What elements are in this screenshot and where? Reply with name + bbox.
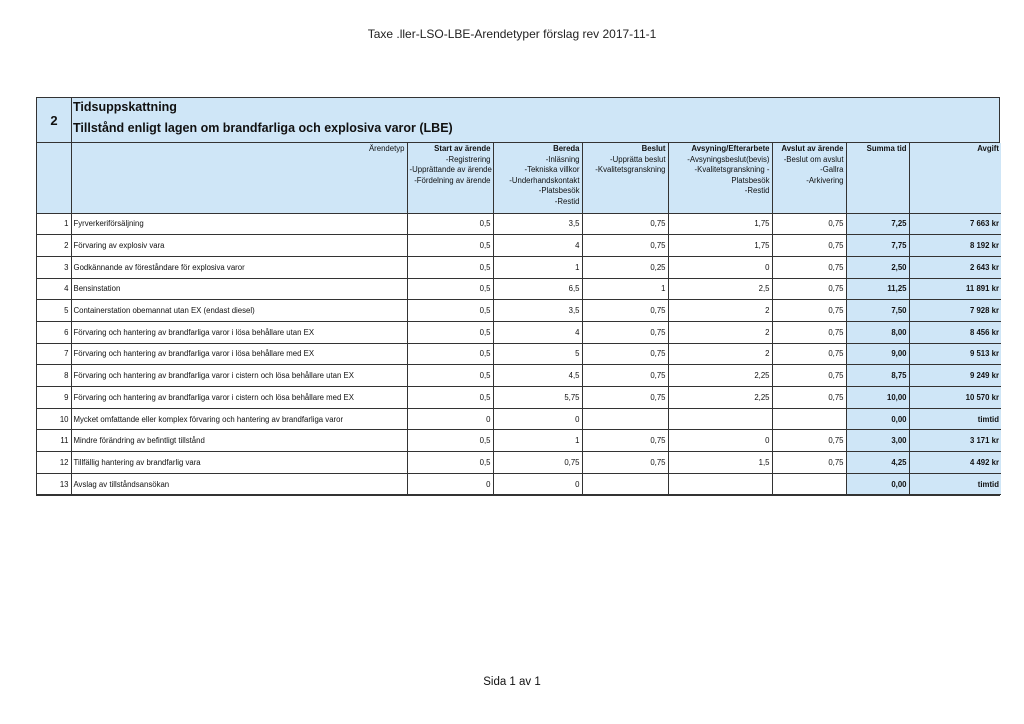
row-avgift: 8 192 kr <box>909 235 1001 257</box>
row-start: 0 <box>407 408 493 430</box>
row-arendetyp: Förvaring och hantering av brandfarliga varor i lösa behållare utan EX <box>71 321 407 343</box>
fee-table <box>37 143 1001 495</box>
row-index: 3 <box>37 256 71 278</box>
table-row <box>37 321 1001 343</box>
row-avslut: 0,75 <box>772 278 846 300</box>
page-number: Sida 1 av 1 <box>483 676 541 688</box>
table-row <box>37 430 1001 452</box>
table-row <box>37 235 1001 257</box>
row-arendetyp: Mycket omfattande eller komplex förvaring och hantering av brandfarliga varor <box>71 408 407 430</box>
row-start: 0,5 <box>407 321 493 343</box>
header-index <box>37 143 71 213</box>
row-avsyning: 1,75 <box>668 213 772 235</box>
row-start: 0,5 <box>407 235 493 257</box>
row-avgift: 9 249 kr <box>909 365 1001 387</box>
row-arendetyp: Containerstation obemannat utan EX (endast diesel) <box>71 300 407 322</box>
table-row <box>37 343 1001 365</box>
row-beslut: 0,75 <box>582 235 668 257</box>
row-avgift: 11 891 kr <box>909 278 1001 300</box>
row-bereda: 0 <box>493 473 582 495</box>
row-beslut: 0,75 <box>582 430 668 452</box>
row-start: 0,5 <box>407 452 493 474</box>
table-row <box>37 408 1001 430</box>
row-avslut: 0,75 <box>772 343 846 365</box>
row-avgift: 10 570 kr <box>909 387 1001 409</box>
row-arendetyp: Godkännande av föreståndare för explosiva varor <box>71 256 407 278</box>
row-avslut: 0,75 <box>772 452 846 474</box>
row-avslut <box>772 473 846 495</box>
row-summa: 11,25 <box>846 278 909 300</box>
row-index: 6 <box>37 321 71 343</box>
row-arendetyp: Förvaring och hantering av brandfarliga varor i lösa behållare med EX <box>71 343 407 365</box>
header-arendetyp: Ärendetyp <box>71 143 407 213</box>
row-beslut <box>582 473 668 495</box>
row-summa: 9,00 <box>846 343 909 365</box>
row-avslut: 0,75 <box>772 430 846 452</box>
tariff-table-sheet <box>36 97 1000 496</box>
row-beslut: 0,75 <box>582 452 668 474</box>
row-summa: 10,00 <box>846 387 909 409</box>
row-beslut: 0,75 <box>582 387 668 409</box>
row-beslut: 0,75 <box>582 365 668 387</box>
row-bereda: 1 <box>493 256 582 278</box>
table-row <box>37 387 1001 409</box>
row-avslut: 0,75 <box>772 321 846 343</box>
row-arendetyp: Förvaring och hantering av brandfarliga varor i cistern och lösa behållare med EX <box>71 387 407 409</box>
row-bereda: 4 <box>493 321 582 343</box>
row-summa: 0,00 <box>846 408 909 430</box>
row-avsyning: 2,25 <box>668 387 772 409</box>
table-row <box>37 473 1001 495</box>
row-avslut: 0,75 <box>772 387 846 409</box>
row-avgift: timtid <box>909 473 1001 495</box>
row-start: 0,5 <box>407 300 493 322</box>
row-start: 0,5 <box>407 365 493 387</box>
row-bereda: 5 <box>493 343 582 365</box>
row-index: 11 <box>37 430 71 452</box>
row-avslut: 0,75 <box>772 300 846 322</box>
row-arendetyp: Mindre förändring av befintligt tillstånd <box>71 430 407 452</box>
row-start: 0,5 <box>407 430 493 452</box>
row-arendetyp: Förvaring och hantering av brandfarliga varor i cistern och lösa behållare utan EX <box>71 365 407 387</box>
row-index: 2 <box>37 235 71 257</box>
header-avgift: Avgift <box>909 143 1001 213</box>
document-title: Taxe .ller-LSO-LBE-Arendetyper förslag rev 2017-11-1 <box>367 27 657 41</box>
row-summa: 8,00 <box>846 321 909 343</box>
row-avsyning: 2 <box>668 343 772 365</box>
section-subtitle: Tillstånd enligt lagen om brandfarliga och explosiva varor (LBE) <box>73 121 453 135</box>
row-start: 0 <box>407 473 493 495</box>
row-bereda: 3,5 <box>493 300 582 322</box>
row-arendetyp: Bensinstation <box>71 278 407 300</box>
row-summa: 3,00 <box>846 430 909 452</box>
section-number: 2 <box>37 98 72 142</box>
row-avsyning: 2,5 <box>668 278 772 300</box>
header-start: Start av ärende -Registrering -Upprättande av ärende -Fördelning av ärende <box>407 143 493 213</box>
row-avslut: 0,75 <box>772 213 846 235</box>
row-arendetyp: Tillfällig hantering av brandfarlig vara <box>71 452 407 474</box>
row-beslut: 0,75 <box>582 213 668 235</box>
row-beslut: 0,75 <box>582 321 668 343</box>
row-arendetyp: Avslag av tillståndsansökan <box>71 473 407 495</box>
row-summa: 7,25 <box>846 213 909 235</box>
row-index: 1 <box>37 213 71 235</box>
row-start: 0,5 <box>407 343 493 365</box>
row-index: 7 <box>37 343 71 365</box>
row-beslut: 0,25 <box>582 256 668 278</box>
row-avsyning <box>668 408 772 430</box>
table-row <box>37 213 1001 235</box>
table-row <box>37 256 1001 278</box>
row-avslut: 0,75 <box>772 256 846 278</box>
row-avsyning: 2 <box>668 321 772 343</box>
row-summa: 8,75 <box>846 365 909 387</box>
row-avslut: 0,75 <box>772 235 846 257</box>
table-row <box>37 278 1001 300</box>
row-avgift: 7 663 kr <box>909 213 1001 235</box>
row-avsyning: 0 <box>668 256 772 278</box>
row-beslut <box>582 408 668 430</box>
row-avgift: 8 456 kr <box>909 321 1001 343</box>
row-index: 10 <box>37 408 71 430</box>
row-summa: 7,50 <box>846 300 909 322</box>
table-row <box>37 452 1001 474</box>
row-avgift: 2 643 kr <box>909 256 1001 278</box>
row-index: 13 <box>37 473 71 495</box>
row-index: 9 <box>37 387 71 409</box>
row-index: 12 <box>37 452 71 474</box>
row-bereda: 5,75 <box>493 387 582 409</box>
section-title: Tidsuppskattning <box>73 100 177 114</box>
row-bereda: 4 <box>493 235 582 257</box>
row-index: 5 <box>37 300 71 322</box>
row-bereda: 3,5 <box>493 213 582 235</box>
row-avslut <box>772 408 846 430</box>
row-avsyning: 1,5 <box>668 452 772 474</box>
row-avgift: timtid <box>909 408 1001 430</box>
row-start: 0,5 <box>407 387 493 409</box>
row-summa: 0,00 <box>846 473 909 495</box>
row-start: 0,5 <box>407 256 493 278</box>
header-beslut: Beslut -Upprätta beslut -Kvalitetsgranskning <box>582 143 668 213</box>
row-bereda: 0,75 <box>493 452 582 474</box>
header-bereda: Bereda -Inläsning -Tekniska villkor -Underhandskontakt -Platsbesök -Restid <box>493 143 582 213</box>
header-avslut: Avslut av ärende -Beslut om avslut -Gallra -Arkivering <box>772 143 846 213</box>
row-avgift: 4 492 kr <box>909 452 1001 474</box>
row-avgift: 9 513 kr <box>909 343 1001 365</box>
row-arendetyp: Förvaring av explosiv vara <box>71 235 407 257</box>
row-beslut: 1 <box>582 278 668 300</box>
row-avsyning <box>668 473 772 495</box>
row-bereda: 0 <box>493 408 582 430</box>
row-bereda: 4,5 <box>493 365 582 387</box>
row-summa: 2,50 <box>846 256 909 278</box>
row-summa: 7,75 <box>846 235 909 257</box>
row-bereda: 6,5 <box>493 278 582 300</box>
row-avgift: 3 171 kr <box>909 430 1001 452</box>
row-beslut: 0,75 <box>582 300 668 322</box>
row-index: 4 <box>37 278 71 300</box>
row-summa: 4,25 <box>846 452 909 474</box>
row-start: 0,5 <box>407 213 493 235</box>
column-header-row <box>37 143 1001 213</box>
header-avsyning: Avsyning/Efterarbete -Avsyningsbeslut(bevis) -Kvalitetsgranskning - Platsbesök -Restid <box>668 143 772 213</box>
row-arendetyp: Fyrverkeriförsäljning <box>71 213 407 235</box>
row-avsyning: 2,25 <box>668 365 772 387</box>
row-avsyning: 0 <box>668 430 772 452</box>
section-header <box>37 98 999 143</box>
header-summa: Summa tid <box>846 143 909 213</box>
row-avsyning: 2 <box>668 300 772 322</box>
row-index: 8 <box>37 365 71 387</box>
row-bereda: 1 <box>493 430 582 452</box>
row-avslut: 0,75 <box>772 365 846 387</box>
row-beslut: 0,75 <box>582 343 668 365</box>
row-avsyning: 1,75 <box>668 235 772 257</box>
row-start: 0,5 <box>407 278 493 300</box>
row-avgift: 7 928 kr <box>909 300 1001 322</box>
table-row <box>37 365 1001 387</box>
table-row <box>37 300 1001 322</box>
